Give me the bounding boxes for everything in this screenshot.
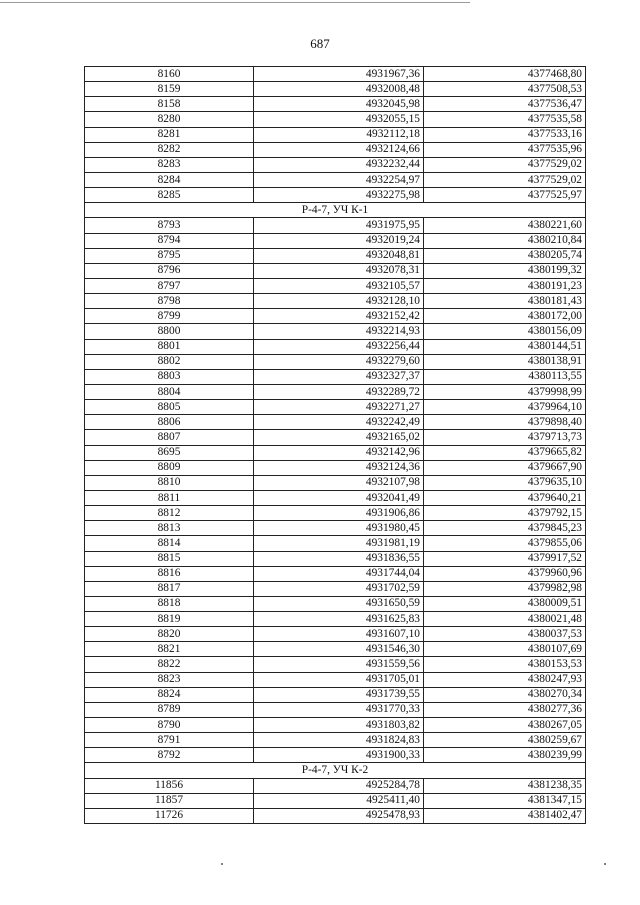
x-coordinate-cell: 4932279,60: [254, 354, 424, 369]
x-coordinate-cell: 4932152,42: [254, 309, 424, 324]
table-row: [85, 627, 586, 642]
table-row: [85, 733, 586, 748]
point-number-cell: 8796: [85, 263, 254, 278]
y-coordinate-cell: 4379982,98: [424, 581, 586, 596]
x-coordinate-cell: 4931739,55: [254, 687, 424, 702]
point-number-cell: 8285: [85, 188, 254, 203]
scan-speck: [221, 863, 223, 865]
y-coordinate-cell: 4379917,52: [424, 551, 586, 566]
table-row: [85, 596, 586, 611]
table-row: [85, 67, 586, 82]
y-coordinate-cell: 4377508,53: [424, 82, 586, 97]
point-number-cell: 8284: [85, 172, 254, 187]
point-number-cell: 8798: [85, 294, 254, 309]
point-number-cell: 8812: [85, 506, 254, 521]
table-row: [85, 112, 586, 127]
y-coordinate-cell: 4377535,58: [424, 112, 586, 127]
point-number-cell: 8803: [85, 369, 254, 384]
x-coordinate-cell: 4931900,33: [254, 748, 424, 763]
x-coordinate-cell: 4931559,56: [254, 657, 424, 672]
point-number-cell: 8795: [85, 248, 254, 263]
x-coordinate-cell: 4931770,33: [254, 702, 424, 717]
point-number-cell: 8804: [85, 384, 254, 399]
y-coordinate-cell: 4380009,51: [424, 596, 586, 611]
point-number-cell: 8158: [85, 97, 254, 112]
table-row: [85, 521, 586, 536]
point-number-cell: 8797: [85, 278, 254, 293]
table-row: [85, 157, 586, 172]
x-coordinate-cell: 4931607,10: [254, 627, 424, 642]
x-coordinate-cell: 4932214,93: [254, 324, 424, 339]
table-row: [85, 748, 586, 763]
table-row: [85, 460, 586, 475]
x-coordinate-cell: 4932271,27: [254, 400, 424, 415]
table-row: [85, 672, 586, 687]
x-coordinate-cell: 4932055,15: [254, 112, 424, 127]
x-coordinate-cell: 4932124,36: [254, 460, 424, 475]
table-row: [85, 324, 586, 339]
point-number-cell: 11856: [85, 778, 254, 793]
point-number-cell: 8789: [85, 702, 254, 717]
point-number-cell: 8811: [85, 490, 254, 505]
y-coordinate-cell: 4381347,15: [424, 793, 586, 808]
x-coordinate-cell: 4932128,10: [254, 294, 424, 309]
point-number-cell: 8160: [85, 67, 254, 82]
point-number-cell: 8809: [85, 460, 254, 475]
y-coordinate-cell: 4379845,23: [424, 521, 586, 536]
x-coordinate-cell: 4932105,57: [254, 278, 424, 293]
x-coordinate-cell: 4932045,98: [254, 97, 424, 112]
table-row: [85, 369, 586, 384]
y-coordinate-cell: 4380259,67: [424, 733, 586, 748]
page-number: 687: [310, 36, 330, 51]
y-coordinate-cell: 4380037,53: [424, 627, 586, 642]
table-row: [85, 294, 586, 309]
table-row: [85, 97, 586, 112]
y-coordinate-cell: 4380267,05: [424, 718, 586, 733]
table-row: [85, 172, 586, 187]
point-number-cell: 8793: [85, 218, 254, 233]
y-coordinate-cell: 4381402,47: [424, 808, 586, 823]
table-row: [85, 490, 586, 505]
y-coordinate-cell: 4380191,23: [424, 278, 586, 293]
y-coordinate-cell: 4377533,16: [424, 127, 586, 142]
x-coordinate-cell: 4932275,98: [254, 188, 424, 203]
point-number-cell: 11857: [85, 793, 254, 808]
point-number-cell: 8281: [85, 127, 254, 142]
x-coordinate-cell: 4932019,24: [254, 233, 424, 248]
y-coordinate-cell: 4379665,82: [424, 445, 586, 460]
y-coordinate-cell: 4379998,99: [424, 384, 586, 399]
y-coordinate-cell: 4377529,02: [424, 172, 586, 187]
x-coordinate-cell: 4931906,86: [254, 506, 424, 521]
y-coordinate-cell: 4380144,51: [424, 339, 586, 354]
x-coordinate-cell: 4932254,97: [254, 172, 424, 187]
table-row: [85, 142, 586, 157]
table-row: [85, 188, 586, 203]
y-coordinate-cell: 4380205,74: [424, 248, 586, 263]
section-row: [85, 203, 586, 218]
y-coordinate-cell: 4380199,32: [424, 263, 586, 278]
x-coordinate-cell: 4932165,02: [254, 430, 424, 445]
point-number-cell: 11726: [85, 808, 254, 823]
table-row: [85, 233, 586, 248]
point-number-cell: 8824: [85, 687, 254, 702]
y-coordinate-cell: 4381238,35: [424, 778, 586, 793]
y-coordinate-cell: 4379713,73: [424, 430, 586, 445]
table-row: [85, 218, 586, 233]
x-coordinate-cell: 4932124,66: [254, 142, 424, 157]
table-row: [85, 278, 586, 293]
point-number-cell: 8813: [85, 521, 254, 536]
x-coordinate-cell: 4932107,98: [254, 475, 424, 490]
point-number-cell: 8807: [85, 430, 254, 445]
y-coordinate-cell: 4377535,96: [424, 142, 586, 157]
point-number-cell: 8806: [85, 415, 254, 430]
table-row: [85, 384, 586, 399]
point-number-cell: 8819: [85, 612, 254, 627]
x-coordinate-cell: 4931546,30: [254, 642, 424, 657]
point-number-cell: 8814: [85, 536, 254, 551]
point-number-cell: 8791: [85, 733, 254, 748]
x-coordinate-cell: 4932008,48: [254, 82, 424, 97]
point-number-cell: 8820: [85, 627, 254, 642]
x-coordinate-cell: 4932289,72: [254, 384, 424, 399]
table-row: [85, 687, 586, 702]
table-row: [85, 808, 586, 823]
y-coordinate-cell: 4379667,90: [424, 460, 586, 475]
table-row: [85, 127, 586, 142]
y-coordinate-cell: 4380277,36: [424, 702, 586, 717]
y-coordinate-cell: 4380107,69: [424, 642, 586, 657]
point-number-cell: 8282: [85, 142, 254, 157]
x-coordinate-cell: 4931702,59: [254, 581, 424, 596]
x-coordinate-cell: 4932112,18: [254, 127, 424, 142]
x-coordinate-cell: 4932256,44: [254, 339, 424, 354]
table-row: [85, 430, 586, 445]
y-coordinate-cell: 4377525,97: [424, 188, 586, 203]
table-row: [85, 354, 586, 369]
y-coordinate-cell: 4377536,47: [424, 97, 586, 112]
point-number-cell: 8802: [85, 354, 254, 369]
section-title: Р-4-7, УЧ К-1: [85, 203, 586, 218]
y-coordinate-cell: 4380239,99: [424, 748, 586, 763]
scan-speck: [604, 863, 606, 865]
table-row: [85, 400, 586, 415]
y-coordinate-cell: 4377468,80: [424, 67, 586, 82]
table-row: [85, 581, 586, 596]
x-coordinate-cell: 4932041,49: [254, 490, 424, 505]
x-coordinate-cell: 4925284,78: [254, 778, 424, 793]
x-coordinate-cell: 4931824,83: [254, 733, 424, 748]
y-coordinate-cell: 4379635,10: [424, 475, 586, 490]
x-coordinate-cell: 4932327,37: [254, 369, 424, 384]
table-row: [85, 445, 586, 460]
top-rule: [0, 2, 470, 3]
table-row: [85, 718, 586, 733]
table-row: [85, 642, 586, 657]
x-coordinate-cell: 4931980,45: [254, 521, 424, 536]
point-number-cell: 8792: [85, 748, 254, 763]
y-coordinate-cell: 4379855,06: [424, 536, 586, 551]
coordinates-table-body: [85, 67, 586, 824]
point-number-cell: 8818: [85, 596, 254, 611]
table-row: [85, 506, 586, 521]
y-coordinate-cell: 4380113,55: [424, 369, 586, 384]
point-number-cell: 8790: [85, 718, 254, 733]
y-coordinate-cell: 4379640,21: [424, 490, 586, 505]
x-coordinate-cell: 4932142,96: [254, 445, 424, 460]
table-row: [85, 415, 586, 430]
y-coordinate-cell: 4380021,48: [424, 612, 586, 627]
x-coordinate-cell: 4925411,40: [254, 793, 424, 808]
table-row: [85, 475, 586, 490]
x-coordinate-cell: 4931803,82: [254, 718, 424, 733]
table-row: [85, 82, 586, 97]
y-coordinate-cell: 4379964,10: [424, 400, 586, 415]
table-row: [85, 339, 586, 354]
point-number-cell: 8817: [85, 581, 254, 596]
point-number-cell: 8800: [85, 324, 254, 339]
y-coordinate-cell: 4379960,96: [424, 566, 586, 581]
x-coordinate-cell: 4931981,19: [254, 536, 424, 551]
y-coordinate-cell: 4380221,60: [424, 218, 586, 233]
point-number-cell: 8283: [85, 157, 254, 172]
table-row: [85, 657, 586, 672]
x-coordinate-cell: 4931967,36: [254, 67, 424, 82]
point-number-cell: 8815: [85, 551, 254, 566]
point-number-cell: 8810: [85, 475, 254, 490]
table-row: [85, 263, 586, 278]
section-title: Р-4-7, УЧ К-2: [85, 763, 586, 778]
point-number-cell: 8823: [85, 672, 254, 687]
point-number-cell: 8805: [85, 400, 254, 415]
coordinates-table: [84, 66, 586, 824]
table-row: [85, 309, 586, 324]
x-coordinate-cell: 4931650,59: [254, 596, 424, 611]
table-row: [85, 566, 586, 581]
x-coordinate-cell: 4932232,44: [254, 157, 424, 172]
x-coordinate-cell: 4932242,49: [254, 415, 424, 430]
y-coordinate-cell: 4380210,84: [424, 233, 586, 248]
point-number-cell: 8794: [85, 233, 254, 248]
x-coordinate-cell: 4931705,01: [254, 672, 424, 687]
x-coordinate-cell: 4932078,31: [254, 263, 424, 278]
section-row: [85, 763, 586, 778]
y-coordinate-cell: 4379792,15: [424, 506, 586, 521]
point-number-cell: 8695: [85, 445, 254, 460]
y-coordinate-cell: 4380270,34: [424, 687, 586, 702]
x-coordinate-cell: 4932048,81: [254, 248, 424, 263]
table-row: [85, 778, 586, 793]
point-number-cell: 8816: [85, 566, 254, 581]
x-coordinate-cell: 4925478,93: [254, 808, 424, 823]
x-coordinate-cell: 4931836,55: [254, 551, 424, 566]
table-row: [85, 536, 586, 551]
table-row: [85, 248, 586, 263]
x-coordinate-cell: 4931744,04: [254, 566, 424, 581]
y-coordinate-cell: 4380138,91: [424, 354, 586, 369]
point-number-cell: 8799: [85, 309, 254, 324]
y-coordinate-cell: 4380247,93: [424, 672, 586, 687]
y-coordinate-cell: 4380156,09: [424, 324, 586, 339]
y-coordinate-cell: 4380153,53: [424, 657, 586, 672]
y-coordinate-cell: 4380181,43: [424, 294, 586, 309]
table-row: [85, 612, 586, 627]
x-coordinate-cell: 4931625,83: [254, 612, 424, 627]
x-coordinate-cell: 4931975,95: [254, 218, 424, 233]
table-row: [85, 793, 586, 808]
y-coordinate-cell: 4380172,00: [424, 309, 586, 324]
table-row: [85, 702, 586, 717]
point-number-cell: 8801: [85, 339, 254, 354]
point-number-cell: 8822: [85, 657, 254, 672]
point-number-cell: 8821: [85, 642, 254, 657]
point-number-cell: 8280: [85, 112, 254, 127]
y-coordinate-cell: 4377529,02: [424, 157, 586, 172]
y-coordinate-cell: 4379898,40: [424, 415, 586, 430]
table-row: [85, 551, 586, 566]
point-number-cell: 8159: [85, 82, 254, 97]
